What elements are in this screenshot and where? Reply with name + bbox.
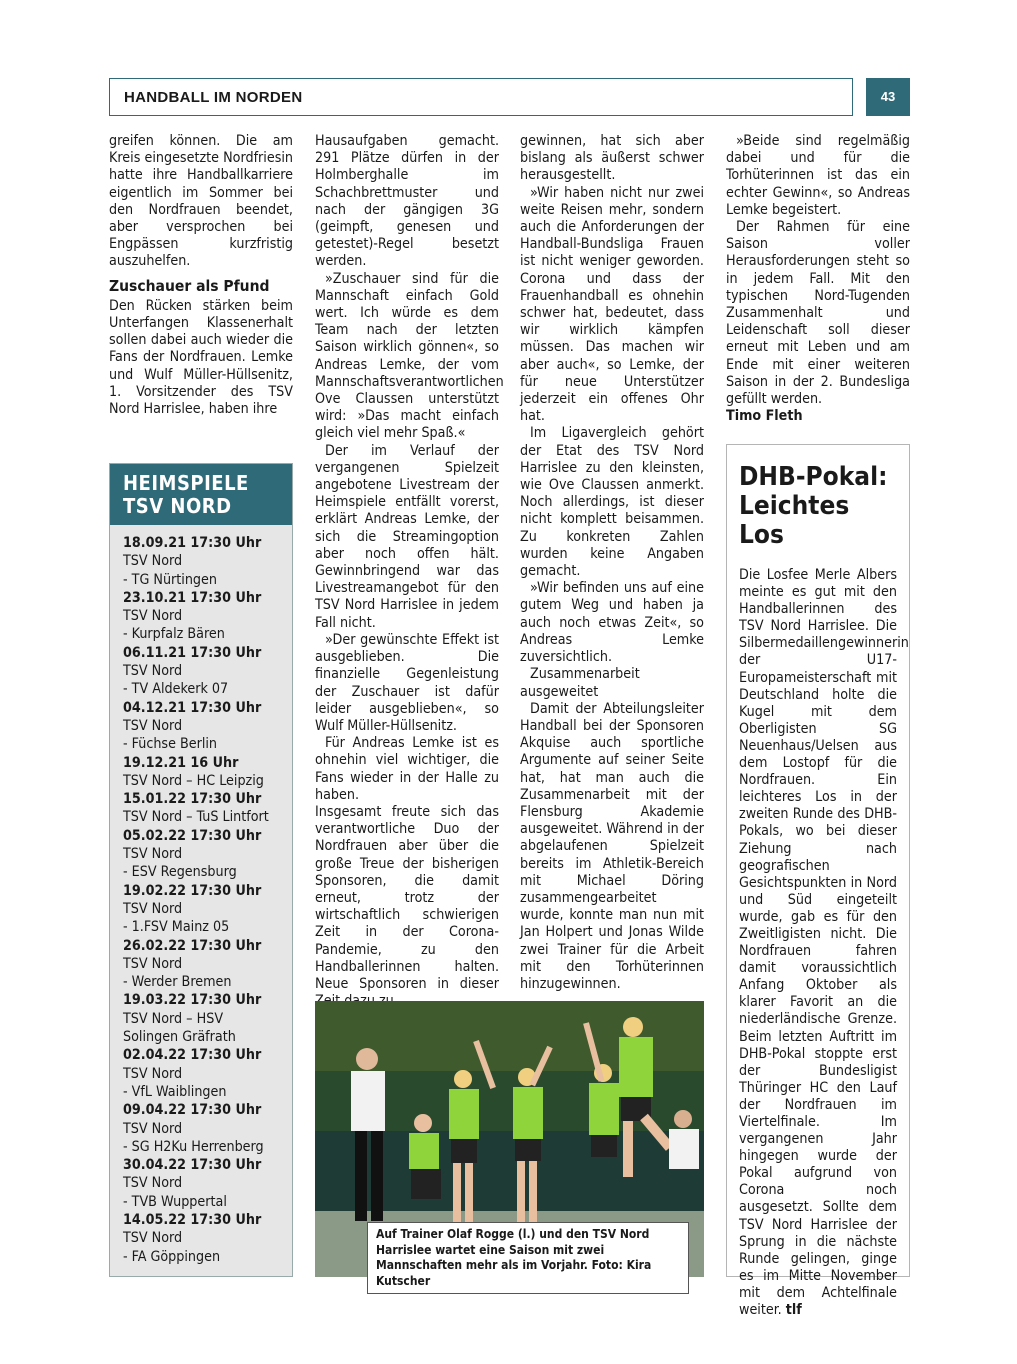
paragraph: »Beide sind regelmäßig dabei und für die Torhüterinnen ist das ein echter Gewinn«, so Andreas Lemke begeistert. [726,133,910,218]
paragraph: Im Ligavergleich gehört der Etat des TSV Nord Harrislee zu den kleinsten, wie Ove Claussen anmerkt. Noch allerdings, ist dieser nicht komplett beisammen. Zu konkreten Zahlen wurden keine Angaben gemacht. [520,425,704,580]
home-games-title: HEIMSPIELE TSV NORD [110,464,292,525]
subheading-zuschauer: Zuschauer als Pfund [109,276,270,295]
game-teams: TSV Nord [123,955,183,972]
game-teams: - Werder Bremen [123,974,232,991]
game-teams: TSV Nord [123,900,183,917]
game-teams: TSV Nord [123,553,183,570]
dhb-pokal-box [726,444,910,1319]
game-teams: TSV Nord – HSV Solingen Gräfrath [123,1010,236,1046]
paragraph: Damit der Abteilungsleiter Handball bei der Sponsoren Akquise auch sportliche Argumente auf seiner Seite hat, hat man auch die Zusammenarbeit mit der Flensburg Akademie ausgeweitet. Während in der abgelaufenen Spielzeit bereits im Athletik-Bereich mit Michael Döring zusammengearbeitet wurde, konnte man nun mit Jan Holpert und Jonas Wilde zwei Trainer für die Arbeit mit den Torhüterinnen hinzugewinnen. [520,700,704,992]
game-teams: TSV Nord [123,717,183,734]
game-date: 30.04.22 17:30 Uhr [123,1157,262,1174]
paragraph: greifen können. Die am Kreis eingesetzte Nordfriesin hatte ihre Handballkarriere eigentlich im Sommer bei den Nordfrauen beendet, aber versprochen bei Engpässen kurzfristig auszuhelfen. [109,133,293,270]
paragraph: »Der gewünschte Effekt ist ausgeblieben. Die finanzielle Gegenleistung der Zuschauer ist dafür leider ausgeblieben«, so Wulf Müller-Hüllsenitz. [315,631,499,734]
paragraph: Für Andreas Lemke ist es ohnehin viel wichtiger, die Fans wieder in der Halle zu haben. [315,735,499,803]
game-date: 19.12.21 16 Uhr [123,754,239,771]
game-teams: - TVB Wuppertal [123,1193,227,1210]
subheading-zusammenarbeit: Zusammenarbeit ausgeweitet [520,666,640,700]
section-title: HANDBALL IM NORDEN [124,89,303,106]
game-teams: - SG H2Ku Herrenberg [123,1138,264,1155]
game-date: 18.09.21 17:30 Uhr [123,535,262,551]
dhb-pokal-title: DHB-Pokal: Leichtes Los [739,462,888,550]
home-games-box [109,463,293,1277]
game-teams: - ESV Regensburg [123,864,237,881]
game-teams: TSV Nord [123,1175,183,1192]
game-teams: TSV Nord [123,1120,183,1137]
game-teams: - Kurpfalz Bären [123,626,225,643]
game-date: 05.02.22 17:30 Uhr [123,827,262,844]
article-column-1 [109,133,293,418]
paragraph: »Zuschauer sind für die Mannschaft einfach Gold wert. Ich würde es dem Team nach der letzten Saison wirklich gönnen«, so Andreas Lemke, der vom Mannschaftsverantwortlichen Ove Claussen unterstützt wird: »Das macht einfach gleich viel mehr Spaß.« [315,270,504,442]
game-date: 02.04.22 17:30 Uhr [123,1047,262,1064]
game-date: 06.11.21 17:30 Uhr [123,644,262,661]
dhb-pokal-author: tlf [785,1302,802,1319]
game-date: 19.02.22 17:30 Uhr [123,882,262,899]
page-number: 43 [866,78,910,116]
game-date: 04.12.21 17:30 Uhr [123,699,262,716]
paragraph: gewinnen, hat sich aber bislang als äußerst schwer herausgestellt. [520,133,704,184]
game-teams: - TV Aldekerk 07 [123,681,229,698]
game-teams: - FA Göppingen [123,1248,221,1265]
game-teams: TSV Nord [123,846,183,863]
game-date: 26.02.22 17:30 Uhr [123,937,262,954]
paragraph: Der im Verlauf der vergangenen Spielzeit angebotene Livestream der Heimspiele entfällt vorerst, erklärt Andreas Lemke, der sich die Streamingoption aber noch offen hält. Gewinnbringend war das Livestreamangebot für den TSV Nord Harrislee in jedem Fall nicht. [315,442,499,631]
author-byline: Timo Fleth [726,408,803,425]
paragraph: Hausaufgaben gemacht. 291 Plätze dürfen in der Holmberghalle im Schachbrettmuster und nach der gängigen 3G (geimpft, genesen und getestet)-Regel besetzt werden. [315,133,499,270]
section-header [109,78,853,116]
article-column-2 [315,133,504,1010]
game-date: 15.01.22 17:30 Uhr [123,791,262,808]
paragraph: Insgesamt freute sich das verantwortliche Duo der Nordfrauen aber über die große Treue der bisherigen Sponsoren, die damit erneut, trotz der wirtschaftlich schwierigen Zeit in der Corona-Pandemie, zu den Handballerinnen halten. Neue Sponsoren in dieser [315,803,499,992]
dhb-pokal-text: Die Losfee Merle Albers meinte es gut mit den Handballerinnen des TSV Nord Harrislee. Die Silbermedaillengewinnerin der U17-Europameisterschaft mit Deutschland holte die Kugel mit dem Oberligisten SG Neuenhaus/Uelsen aus dem Lostopf für die Nordfrauen. Ein leichteres Los in der zweiten Runde des DHB-Pokals, wo bei dieser Ziehung nach geografischen Gesichtspunkten in Nord und Süd eingeteilt wurde, gab es für den Zweitligisten nicht. Die Nordfrauen fahren damit voraussichtlich Anfang Oktober als klarer Favorit an die niederländische Grenze. Beim letzten Auftritt im DHB-Pokal stoppte erst der Bundesligist Thüringer HC den Lauf der Nordfrauen im Viertelfinale. Im vergangenen Jahr hingegen wurde der Pokal aufgrund von Corona noch ausgesetzt. Sollte dem TSV Nord Harrislee der Sprung in die nächste Runde gelingen, ginge es im Mitte November mit dem Achtelfinale weiter. tlf [739,567,909,1319]
game-teams: - Füchse Berlin [123,736,218,753]
game-date: 19.03.22 17:30 Uhr [123,992,262,1009]
article-column-3 [520,133,704,993]
paragraph: »Wir haben nicht nur zwei weite Reisen mehr, sondern auch die Anforderungen der Handball-Bundsliga Frauen ist nicht weniger geworden. Corona und dass der Frauenhandball es ohnehin schwer hat, bedeutet, dass wir wirklich kämpfen müssen. Das machen wir aber auch«, so Lemke, der für neue Unterstützer jederzeit ein offenes Ohr hat. [520,184,704,425]
game-teams: - 1.FSV Mainz 05 [123,919,230,936]
game-teams: TSV Nord [123,608,183,625]
game-date: 09.04.22 17:30 Uhr [123,1102,262,1119]
game-date: 23.10.21 17:30 Uhr [123,589,262,606]
photo-caption: Auf Trainer Olaf Rogge (l.) und den TSV Nord Harrislee wartet eine Saison mit zwei Mannschaften mehr als im Vorjahr. Foto: Kira Kutscher [367,1222,689,1294]
game-teams: TSV Nord – TuS Lintfort [123,809,269,826]
game-teams: TSV Nord [123,1230,183,1247]
article-column-4 [726,133,910,425]
paragraph: Der Rahmen für eine Saison voller Herausforderungen steht so in jedem Fall. Mit den typischen Nord-Tugenden Zusammenhalt und Leidenschaft soll dieser erneut mit Leben und am Ende mit einer weiteren Saison in der 2. Bundesliga gefüllt werden. [726,219,910,408]
game-teams: TSV Nord – HC Leipzig [123,772,264,789]
game-teams: - VfL Waiblingen [123,1083,227,1100]
game-teams: TSV Nord [123,1065,183,1082]
paragraph: »Wir befinden uns auf eine gutem Weg und haben ja auch noch etwas Zeit«, so Andreas Lemke zuversichtlich. [520,580,704,666]
home-games-list [110,525,292,1266]
game-teams: TSV Nord [123,663,183,680]
game-teams: - TG Nürtingen [123,571,217,588]
game-date: 14.05.22 17:30 Uhr [123,1211,262,1228]
paragraph: Den Rücken stärken beim Unterfangen Klassenerhalt sollen dabei auch wieder die Fans der Nordfrauen. Lemke und Wulf Müller-Hüllsenitz, 1. Vorsitzender des TSV Nord Harrislee, haben ihre [109,297,293,418]
